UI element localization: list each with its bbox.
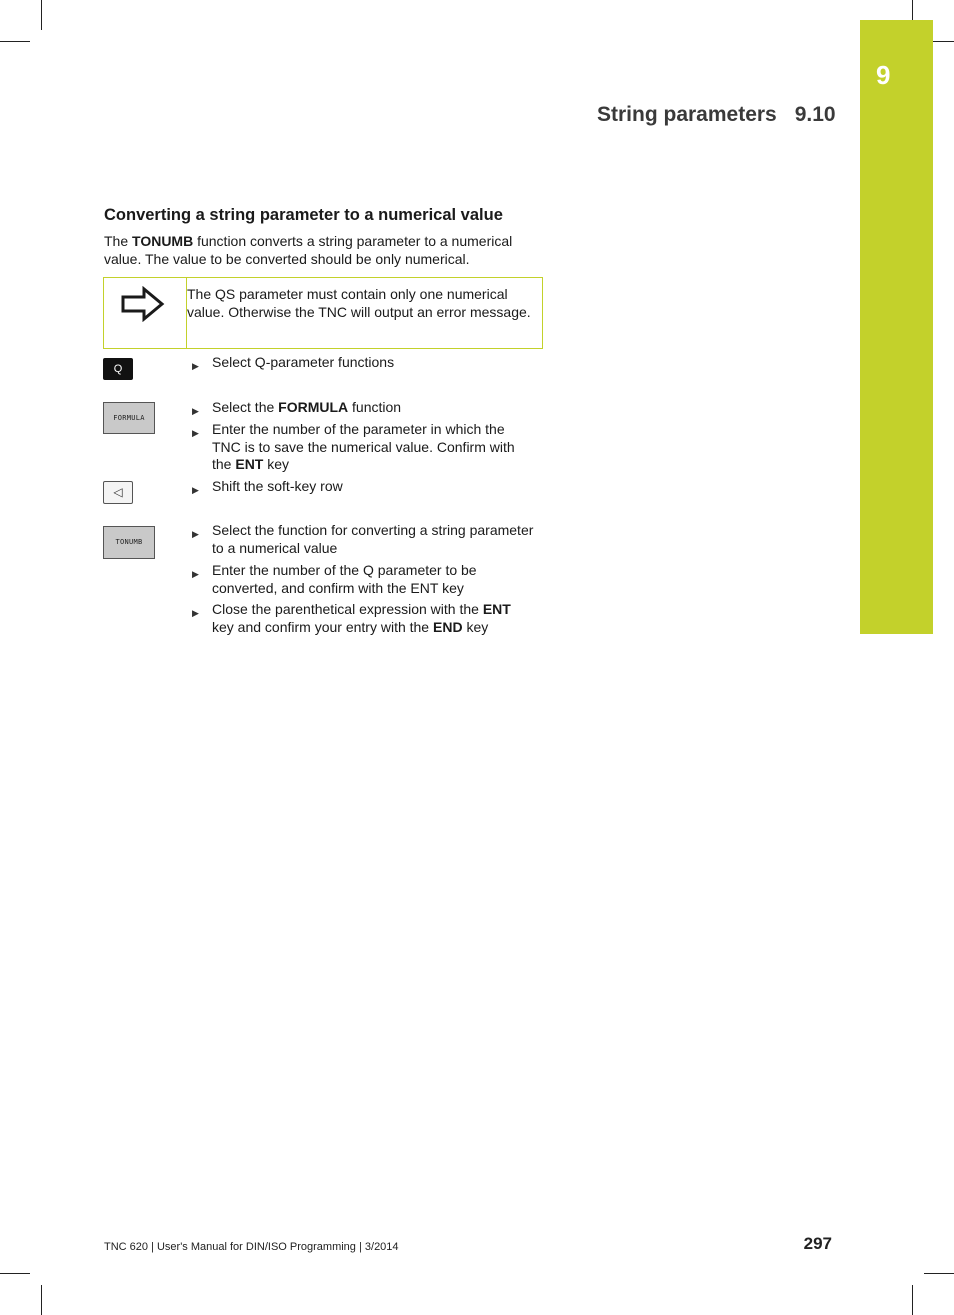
formula-softkey[interactable]: FORMULA [103, 402, 155, 434]
crop-mark [912, 1285, 913, 1315]
q-key[interactable]: Q [103, 358, 133, 380]
step-text: Close the parenthetical expression with the [212, 601, 483, 617]
intro-keyword: TONUMB [132, 233, 194, 249]
chapter-number: 9 [876, 60, 891, 90]
step-text: key [462, 618, 489, 635]
step-item [190, 601, 535, 636]
step-text: Enter the number of the Q parameter to be converted, and confirm with the ENT key [212, 562, 477, 596]
step-text: key and confirm your entry with the [212, 618, 433, 635]
footer-text: TNC 620 | User's Manual for DIN/ISO Programming | 3/2014 [104, 1241, 399, 1253]
crop-mark [912, 0, 913, 20]
step-item [190, 522, 535, 557]
arrow-right-icon [120, 286, 166, 322]
chapter-tab [860, 20, 933, 634]
page-number: 297 [803, 1234, 832, 1253]
crop-mark [41, 1285, 42, 1315]
section-title: Converting a string parameter to a numerical value [104, 206, 503, 224]
step-item [190, 562, 535, 597]
bullet-icon: ▶ [192, 406, 199, 416]
step-item [190, 421, 535, 474]
crop-mark [0, 41, 30, 42]
bullet-icon: ▶ [192, 361, 199, 371]
crop-mark [41, 0, 42, 30]
step-keyword: ENT [482, 601, 511, 617]
running-header-title: String parameters [597, 103, 777, 126]
step-text: Select the function for converting a string parameter to a numerical value [212, 522, 534, 556]
intro-text: The [104, 233, 133, 249]
tonumb-softkey[interactable]: TONUMB [103, 526, 155, 559]
crop-mark [924, 1273, 954, 1274]
step-text: Select the [212, 399, 279, 415]
crop-mark [0, 1273, 30, 1274]
bullet-icon: ▶ [192, 608, 199, 618]
note-box [103, 277, 543, 349]
step-keyword: ENT [235, 456, 264, 472]
step-text: Select Q-parameter functions [212, 354, 395, 370]
running-header [597, 103, 837, 127]
step-keyword: END [433, 618, 463, 635]
bullet-icon: ▶ [192, 428, 199, 438]
intro-paragraph [104, 233, 544, 268]
step-text: Shift the soft-key row [212, 478, 343, 494]
step-keyword: FORMULA [278, 399, 349, 415]
step-text: function [348, 399, 402, 415]
step-text: Enter the number of the parameter in which the TNC is to save the numerical value. Confirm with the [212, 421, 515, 472]
bullet-icon: ▶ [192, 529, 199, 539]
bullet-icon: ▶ [192, 485, 199, 495]
step-item [190, 399, 535, 417]
running-header-section: 9.10 [794, 103, 836, 126]
step-item [190, 354, 535, 372]
bullet-icon: ▶ [192, 569, 199, 579]
note-icon-cell [104, 278, 187, 348]
step-item [190, 478, 535, 496]
step-text: key [263, 456, 290, 472]
shift-softkey-row-key[interactable] [103, 481, 133, 504]
triangle-left-icon: ◁ [113, 485, 123, 499]
note-text: The QS parameter must contain only one numerical value. Otherwise the TNC will output an error message. [187, 286, 531, 320]
intro-text: function converts a string parameter to a numerical value. The value to be converted should be only numerical. [104, 233, 513, 267]
